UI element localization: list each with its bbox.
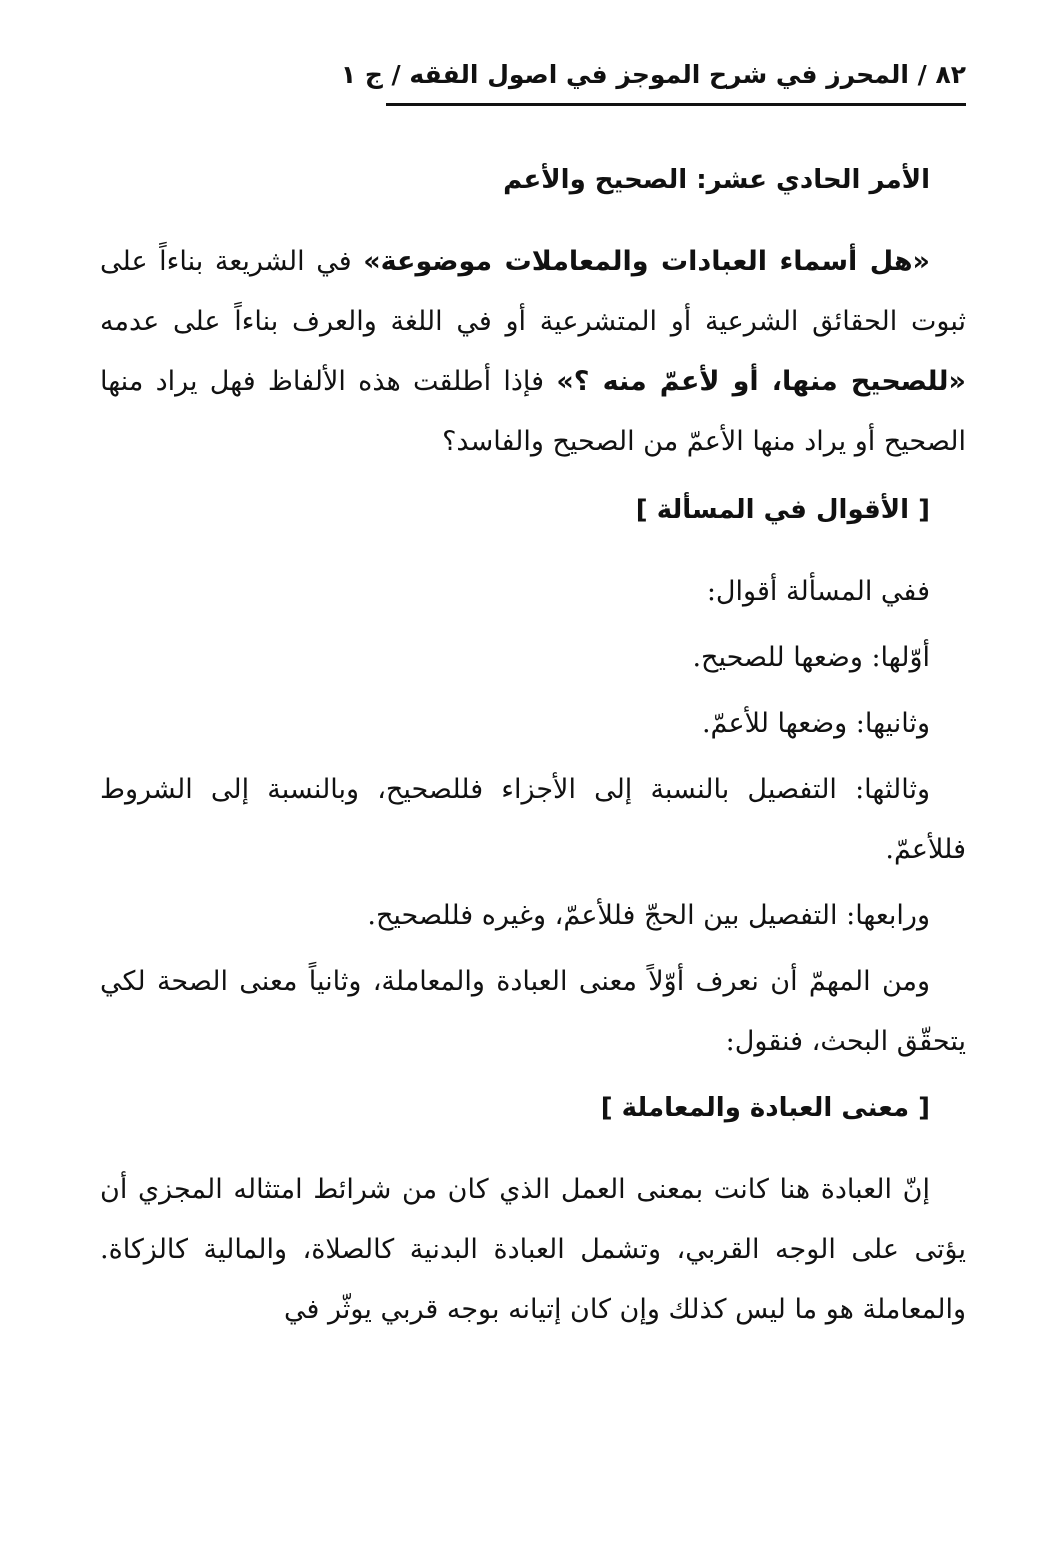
intro-text-1: في الشريعة بناءاً على ثبوت الحقائق الشرعية أو المتشرعية أو في اللغة والعرف بناءاً على عدمه [100,246,966,337]
intro-paragraph [100,232,966,472]
important-paragraph: ومن المهمّ أن نعرف أوّلاً معنى العبادة والمعاملة، وثانياً معنى الصحة لكي يتحقّق البحث، فنقول: [100,966,966,1057]
meaning-paragraph: إنّ العبادة هنا كانت بمعنى العمل الذي كان من شرائط امتثاله المجزي أن يؤتى على الوجه القربي، وتشمل العبادة البدنية كالصلاة، والمالية كالزكاة. والمعاملة هو ما ليس كذلك وإن كان إتيانه بوجه قربي يوثّر في [100,1174,966,1325]
opinions-intro: ففي المسألة أقوال: [706,576,930,607]
intro-question-1: «هل أسماء العبادات والمعاملات موضوعة» [363,246,930,277]
running-header [340,58,966,106]
intro-question-2: «للصحيح منها، أو لأعمّ منه ؟» [556,366,966,397]
opinions-heading: [ الأقوال في المسألة ] [635,495,930,525]
opinion-first: أوّلها: وضعها للصحيح. [692,642,930,673]
intro-text-2: فإذا أطلقت هذه الألفاظ فهل يراد منها الصحيح أو يراد منها الأعمّ من الصحيح والفاسد؟ [100,366,966,457]
opinion-second: وثانيها: وضعها للأعمّ. [701,708,930,739]
page-body [100,150,966,1348]
meaning-heading: [ معنى العبادة والمعاملة ] [600,1093,930,1123]
section-title: الأمر الحادي عشر: الصحيح والأعم [503,165,930,195]
running-title: ٨٢ / المحرز في شرح الموجز في اصول الفقه / ج ١ [340,60,966,89]
opinion-fourth: ورابعها: التفصيل بين الحجّ فللأعمّ، وغيره فللصحيح. [367,900,930,931]
opinion-third: وثالثها: التفصيل بالنسبة إلى الأجزاء فللصحيح، وبالنسبة إلى الشروط فللأعمّ. [100,774,966,865]
